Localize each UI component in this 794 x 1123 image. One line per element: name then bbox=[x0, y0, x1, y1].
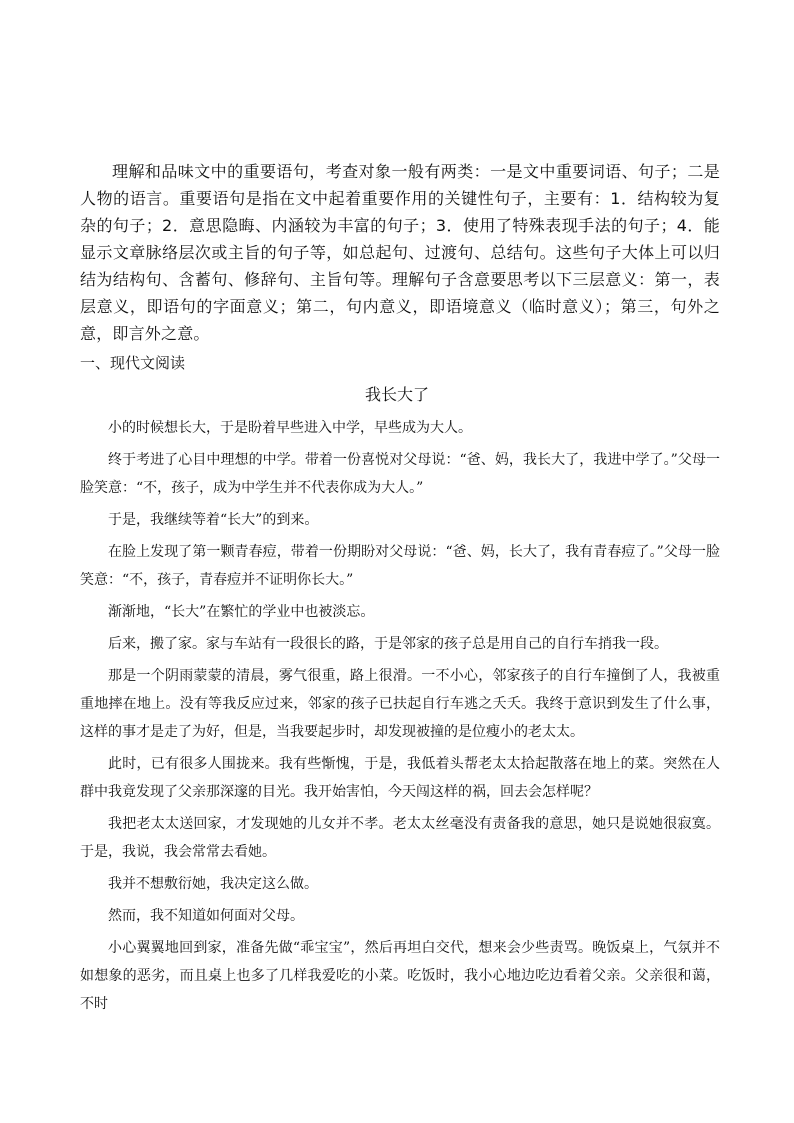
intro-paragraph: 理解和品味文中的重要语句，考查对象一般有两类：一是文中重要词语、句子；二是人物的语言。重要语句是指在文中起着重要作用的关键性句子，主要有：1．结构较为复杂的句子；2．意思隐晦、内涵较为丰富的句子；3．使用了特殊表现手法的句子；4．能显示文章脉络层次或主旨的句子等，如总起句、过渡句、总结句。这些句子大体上可以归结为结构句、含蓄句、修辞句、主旨句等。理解句子含意要思考以下三层意义：第一，表层意义，即语句的字面意义；第二，句内意义，即语境意义（临时意义）；第三，句外之意，即言外之意。 bbox=[80, 162, 720, 343]
essay-paragraph: 然而，我不知道如何面对父母。 bbox=[108, 908, 304, 924]
essay-paragraph: 于是，我继续等着“长大”的到来。 bbox=[108, 512, 319, 528]
essay-paragraph: 我并不想敷衍她，我决定这么做。 bbox=[108, 876, 318, 892]
essay-paragraph: 此时，已有很多人围拢来。我有些惭愧，于是，我低着头帮老太太拾起散落在地上的菜。突然在人群中我竟发现了父亲那深邃的目光。我开始害怕，今天闯这样的祸，回去会怎样呢？ bbox=[80, 756, 720, 800]
essay-title: 我长大了 bbox=[364, 385, 429, 404]
essay-paragraph: 我把老太太送回家，才发现她的儿女并不孝。老太太丝毫没有责备我的意思，她只是说她很寂寞。于是，我说，我会常常去看她。 bbox=[80, 816, 720, 860]
essay-paragraph: 那是一个阴雨蒙蒙的清晨，雾气很重，路上很滑。一不小心，邻家孩子的自行车撞倒了人，我被重重地摔在地上。没有等我反应过来，邻家的孩子已扶起自行车逃之夭夭。我终于意识到发生了什么事，这样的事才是走了为好，但是，当我要起步时，却发现被撞的是位瘦小的老太太。 bbox=[80, 668, 720, 740]
essay-paragraph: 在脸上发现了第一颗青春痘，带着一份期盼对父母说：“爸、妈，长大了，我有青春痘了。”父母一脸笑意：“不，孩子，青春痘并不证明你长大。” bbox=[80, 544, 720, 588]
essay-paragraph: 后来，搬了家。家与车站有一段很长的路，于是邻家的孩子总是用自己的自行车捎我一段。 bbox=[108, 636, 668, 652]
essay-paragraph: 渐渐地，“长大”在繁忙的学业中也被淡忘。 bbox=[108, 604, 375, 620]
essay-paragraph: 小的时候想长大，于是盼着早些进入中学，早些成为大人。 bbox=[108, 420, 472, 436]
essay-paragraph: 小心翼翼地回到家，准备先做“乖宝宝”，然后再坦白交代，想来会少些责骂。晚饭桌上，气氛并不如想象的恶劣，而且桌上也多了几样我爱吃的小菜。吃饭时，我小心地边吃边看着父亲。父亲很和蔼，不时 bbox=[80, 940, 720, 1012]
intro-block bbox=[80, 158, 720, 347]
essay-paragraph: 终于考进了心目中理想的中学。带着一份喜悦对父母说：“爸、妈，我长大了，我进中学了。”父母一脸笑意：“不，孩子，成为中学生并不代表你成为大人。” bbox=[80, 452, 720, 496]
essay-body bbox=[80, 414, 720, 1022]
section-title: 一、现代文阅读 bbox=[80, 354, 186, 372]
